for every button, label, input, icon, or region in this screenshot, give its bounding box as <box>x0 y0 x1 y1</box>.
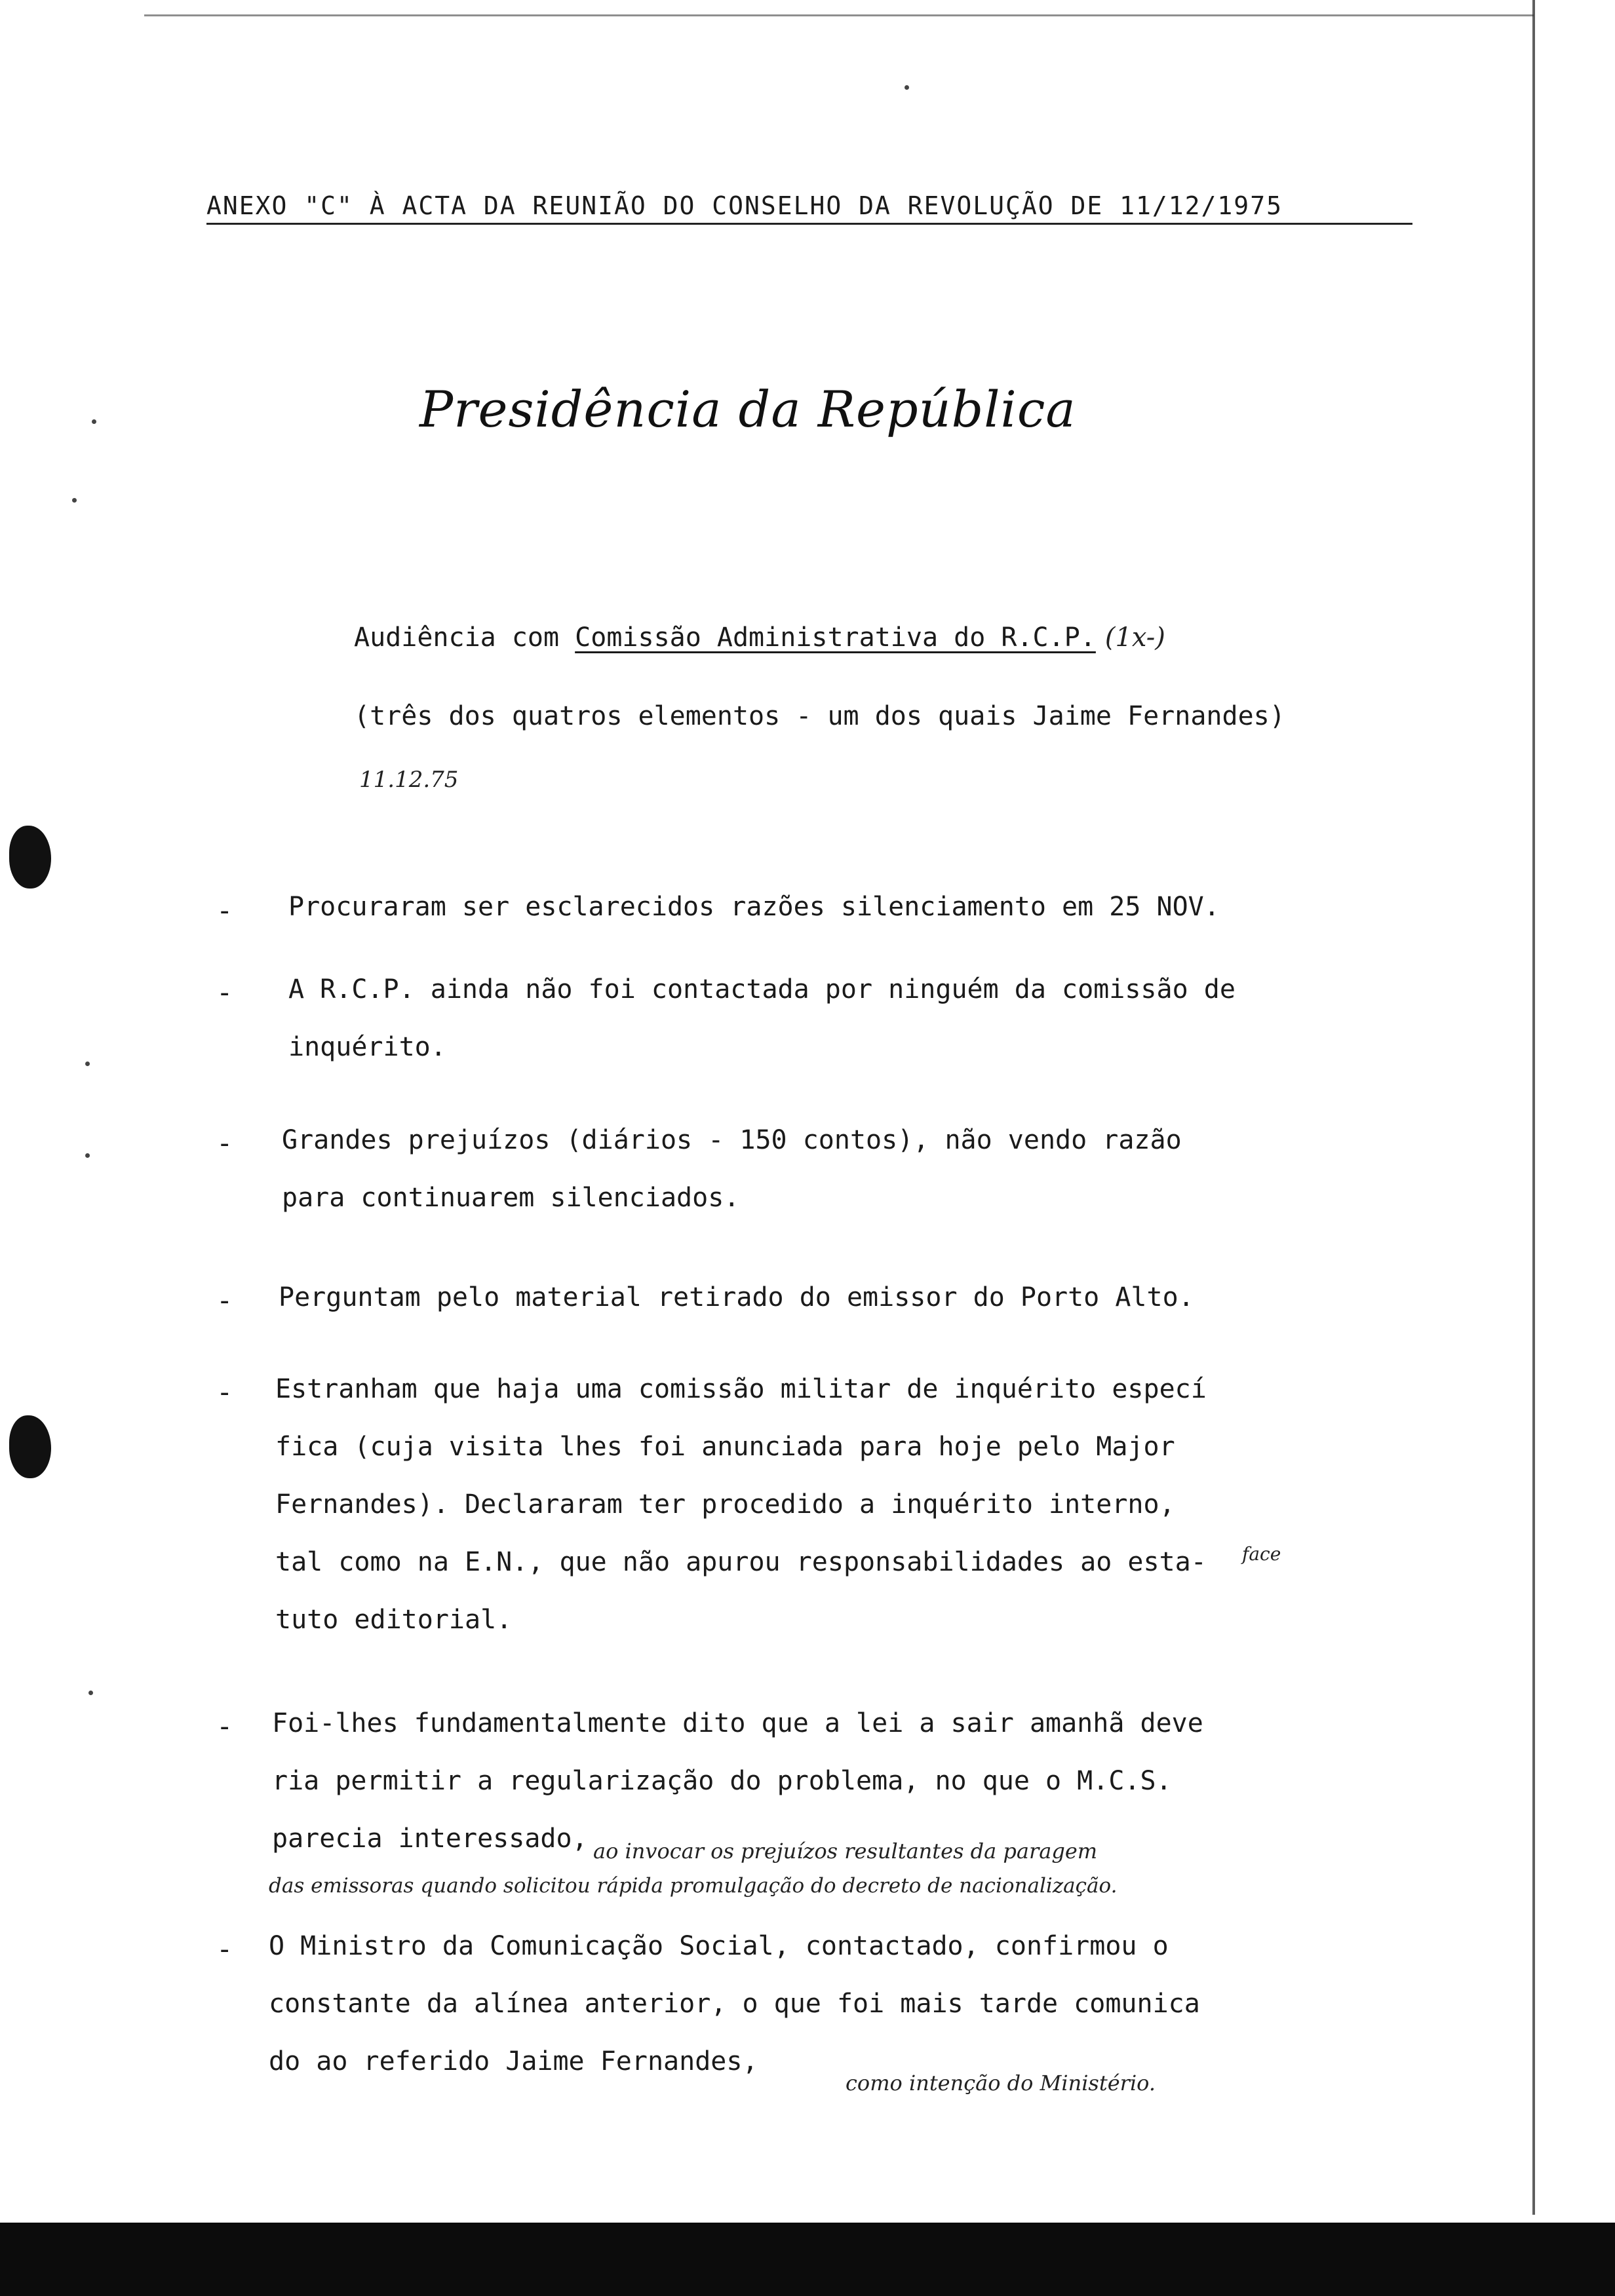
handwritten-insertion: como intenção do Ministério. <box>846 2071 1156 2095</box>
scan-speck <box>905 85 909 90</box>
list-item-line: Estranham que haja uma comissão militar de inquérito especí <box>275 1374 1207 1404</box>
list-item-line: fica (cuja visita lhes foi anunciada para hoje pelo Major <box>275 1432 1175 1462</box>
list-item-line: para continuarem silenciados. <box>282 1183 740 1213</box>
list-item-line: constante da alínea anterior, o que foi mais tarde comunica <box>269 1989 1200 2019</box>
scan-right-edge <box>1532 0 1535 2215</box>
list-item-line: parecia interessado, <box>272 1824 588 1854</box>
punch-hole-mark <box>9 826 51 889</box>
list-item-1 <box>288 878 1220 936</box>
scan-bottom-band <box>0 2223 1615 2296</box>
list-item-line: Fernandes). Declararam ter procedido a inquérito interno, <box>275 1489 1175 1520</box>
annex-header: ANEXO "C" À ACTA DA REUNIÃO DO CONSELHO DA REVOLUÇÃO DE 11/12/1975 <box>206 191 1412 225</box>
list-item-3 <box>282 1111 1182 1227</box>
bullet-dash: - <box>216 1127 233 1159</box>
handwritten-title-note: (1x-) <box>1104 622 1165 653</box>
scan-top-edge <box>144 14 1534 16</box>
handwritten-face-note: face <box>1242 1543 1281 1565</box>
bullet-dash: - <box>216 894 233 927</box>
handwritten-date: 11.12.75 <box>359 767 459 793</box>
list-item-line: tuto editorial. <box>275 1605 513 1635</box>
list-item-line: Foi-lhes fundamentalmente dito que a lei a sair amanhã deve <box>272 1708 1203 1738</box>
handwritten-insertion: ao invocar os prejuízos resultantes da paragem <box>593 1839 1098 1864</box>
scan-speck <box>85 1153 90 1158</box>
scan-speck <box>85 1062 90 1066</box>
list-item-7 <box>269 1917 1200 2090</box>
punch-hole-mark <box>9 1415 51 1478</box>
bullet-dash: - <box>216 1933 233 1965</box>
bullet-dash: - <box>216 1710 233 1742</box>
audience-title-committee: Comissão Administrativa do R.C.P. <box>575 622 1096 653</box>
list-item-line: inquérito. <box>288 1032 446 1062</box>
bullet-dash: - <box>216 976 233 1008</box>
bullet-dash: - <box>216 1376 233 1408</box>
audience-title <box>354 622 1165 653</box>
list-item-4 <box>279 1269 1194 1326</box>
audience-subtitle: (três dos quatros elementos - um dos quais Jaime Fernandes) <box>354 701 1285 731</box>
list-item-line: Perguntam pelo material retirado do emissor do Porto Alto. <box>279 1282 1194 1312</box>
scan-speck <box>88 1691 93 1695</box>
list-item-line: do ao referido Jaime Fernandes, <box>269 2046 758 2076</box>
list-item-5 <box>275 1360 1207 1649</box>
list-item-line: A R.C.P. ainda não foi contactada por ninguém da comissão de <box>288 974 1236 1004</box>
bullet-dash: - <box>216 1284 233 1316</box>
list-item-line: ria permitir a regularização do problema, no que o M.C.S. <box>272 1766 1172 1796</box>
scan-speck <box>72 498 77 503</box>
list-item-line: O Ministro da Comunicação Social, contactado, confirmou o <box>269 1931 1169 1961</box>
audience-title-prefix: Audiência com <box>354 622 575 653</box>
letterhead-presidencia: Presidência da República <box>419 380 1076 438</box>
list-item-line: tal como na E.N., que não apurou responsabilidades ao esta- <box>275 1547 1207 1577</box>
handwritten-insertion: das emissoras quando solicitou rápida promulgação do decreto de nacionalização. <box>269 1874 1118 1898</box>
list-item-2 <box>288 961 1236 1076</box>
list-item-line: Procuraram ser esclarecidos razões silenciamento em 25 NOV. <box>288 892 1220 922</box>
scan-speck <box>92 419 96 424</box>
list-item-line: Grandes prejuízos (diários - 150 contos), não vendo razão <box>282 1125 1182 1155</box>
